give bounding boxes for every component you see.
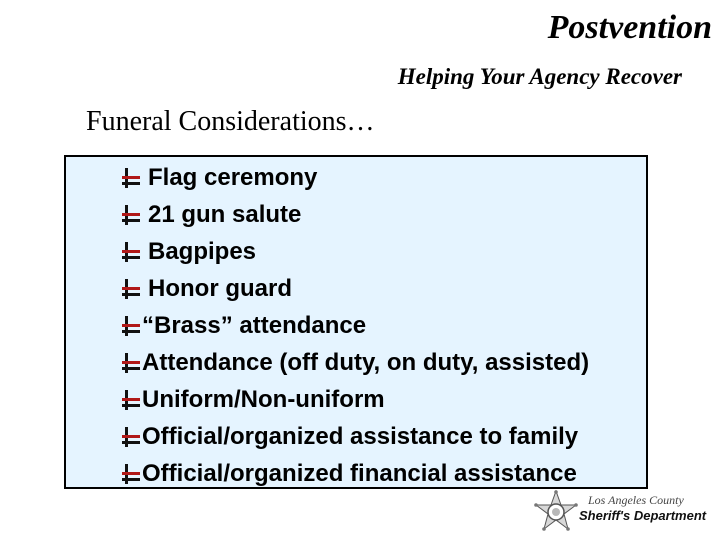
bullet-icon [122, 353, 140, 373]
bullet-item-family-assistance [122, 418, 578, 455]
bullet-icon [122, 464, 140, 484]
sheriff-star-badge-icon [534, 490, 578, 536]
section-heading: Funeral Considerations… [86, 106, 375, 137]
bullet-item-uniform [122, 381, 385, 418]
bullet-item-attendance [122, 344, 589, 381]
bullet-label: Bagpipes [148, 237, 257, 265]
bullet-label: Uniform/Non-uniform [142, 385, 385, 413]
bullet-label: Attendance (off duty, on duty, assisted) [142, 348, 590, 376]
bullet-icon [122, 205, 140, 225]
logo-county-text: Los Angeles County [588, 493, 684, 507]
bullet-item-bagpipes [122, 233, 256, 270]
bullet-icon [122, 427, 140, 447]
bullet-icon [122, 168, 140, 188]
bullet-label: Official/organized assistance to family [142, 422, 579, 450]
bullet-icon [122, 390, 140, 410]
bullet-item-brass-attendance [122, 307, 366, 344]
bullet-label: Flag ceremony [148, 163, 318, 191]
bullet-label: Honor guard [148, 274, 292, 302]
bullet-label: “Brass” attendance [142, 311, 367, 339]
bullet-icon [122, 316, 140, 336]
bullet-item-financial-assistance [122, 455, 577, 492]
slide-title: Postvention [547, 9, 712, 46]
bullet-list-box [64, 155, 648, 489]
bullet-item-honor-guard [122, 270, 292, 307]
bullet-icon [122, 242, 140, 262]
bullet-label: 21 gun salute [148, 200, 302, 228]
logo-department-text: Sheriff's Department [579, 508, 707, 523]
bullet-item-21-gun-salute [122, 196, 301, 233]
bullet-label: Official/organized financial assistance [142, 459, 577, 487]
slide-subtitle: Helping Your Agency Recover [397, 64, 682, 89]
bullet-item-flag-ceremony [122, 159, 317, 196]
bullet-icon [122, 279, 140, 299]
